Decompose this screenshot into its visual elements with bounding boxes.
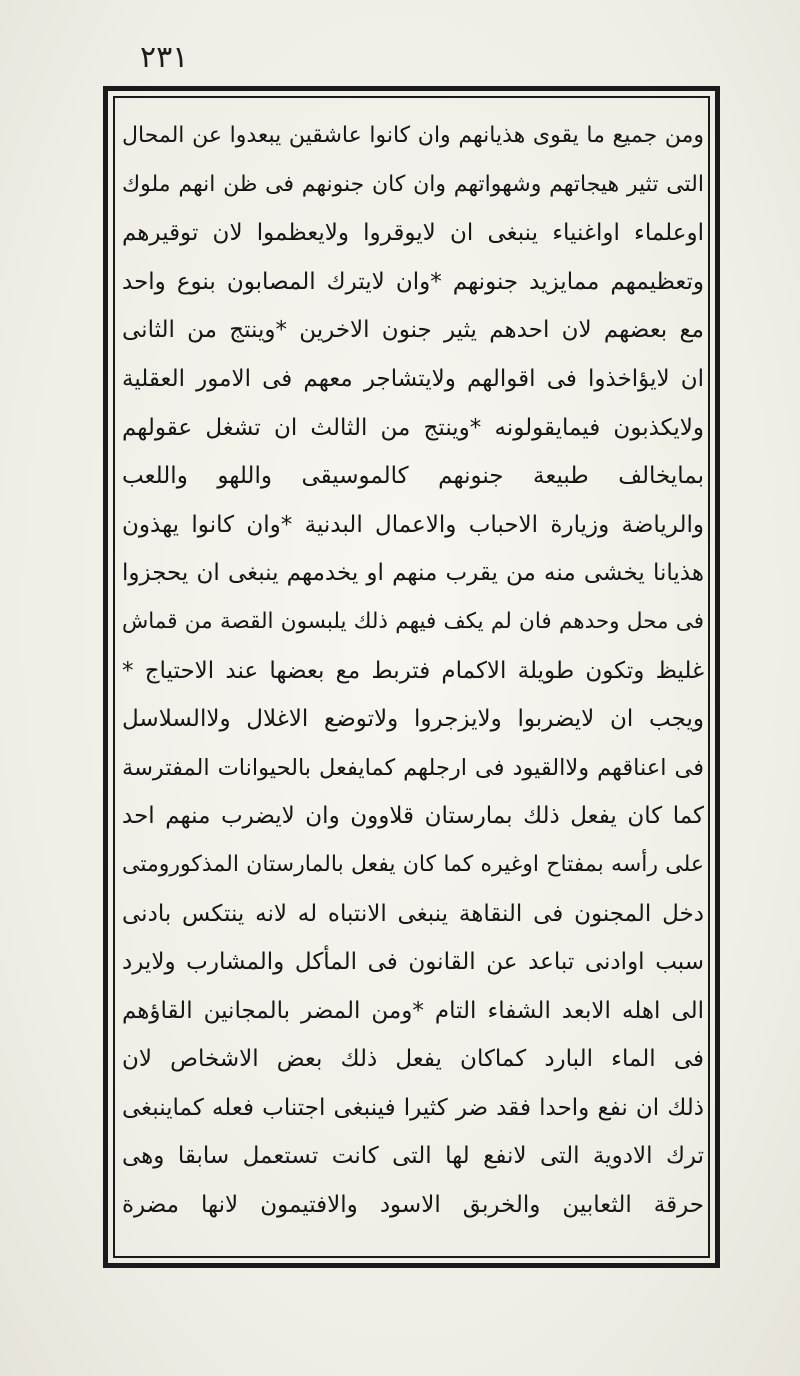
- text-line: وتعظيمهم ممايزيد جنونهم *وان لايترك المصابون بنوع واحد: [122, 268, 704, 295]
- text-line: على رأسه بمفتاح اوغيره كما كان يفعل بالمارستان المذكورومتى: [122, 851, 704, 877]
- page-number: ٢٣١: [140, 40, 189, 75]
- text-line: دخل المجنون فى النقاهة ينبغى الانتباه له لانه ينتكس بادنى: [122, 900, 704, 927]
- text-line: التى تثير هيجاتهم وشهواتهم وان كان جنونهم فى ظن انهم ملوك: [122, 171, 704, 197]
- text-line: حرقة الثعابين والخربق الاسود والافتيمون لانها مضرة: [122, 1192, 704, 1219]
- text-line: الى اهله الابعد الشفاء التام *ومن المضر بالمجانين القاؤهم: [122, 997, 704, 1024]
- text-line: ان لايؤاخذوا فى اقوالهم ولايتشاجر معهم فى الامور العقلية: [122, 365, 704, 392]
- text-line: ولايكذبون فيمايقولونه *وينتج من الثالث ان تشغل عقولهم: [122, 414, 704, 441]
- text-line: فى اعناقهم ولاالقيود فى ارجلهم كمايفعل بالحيوانات المفترسة: [122, 754, 704, 781]
- text-line: ومن جميع ما يقوى هذيانهم وان كانوا عاشقين يبعدوا عن المحال: [122, 123, 704, 148]
- text-line: اوعلماء اواغنياء ينبغى ان لايوقروا ولايعظموا لان توقيرهم: [122, 220, 704, 247]
- text-line: ذلك ان نفع واحدا فقد ضر كثيرا فينبغى اجتناب فعله كماينبغى: [122, 1094, 704, 1121]
- text-line: هذيانا يخشى منه من يقرب منهم او يخدمهم ينبغى ان يحجزوا: [122, 560, 704, 587]
- text-line: فى الماء البارد كماكان يفعل ذلك بعض الاشخاص لان: [122, 1046, 704, 1073]
- text-line: سبب اوادنى تباعد عن القانون فى المأكل والمشارب ولايرد: [122, 949, 704, 976]
- text-line: ويجب ان لايضربوا ولايزجروا ولاتوضع الاغلال ولاالسلاسل: [122, 706, 704, 733]
- text-line: والرياضة وزيارة الاحباب والاعمال البدنية *وان كانوا يهذون: [122, 511, 704, 538]
- text-line: ترك الادوية التى لانفع لها التى كانت تستعمل سابقا وهى: [122, 1143, 704, 1170]
- text-line: بمايخالف طبيعة جنونهم كالموسيقى واللهو واللعب: [122, 463, 704, 490]
- text-line: مع بعضهم لان احدهم يثير جنون الاخرين *وينتج من الثانى: [122, 317, 704, 344]
- text-line: كما كان يفعل ذلك بمارستان قلاوون وان لايضرب منهم احد: [122, 803, 704, 830]
- body-text: [122, 112, 704, 1252]
- text-line: فى محل وحدهم فان لم يكف فيهم ذلك يلبسون القصة من قماش: [122, 608, 704, 634]
- text-line: غليظ وتكون طويلة الاكمام فتربط مع بعضها عند الاحتياج *: [122, 657, 704, 684]
